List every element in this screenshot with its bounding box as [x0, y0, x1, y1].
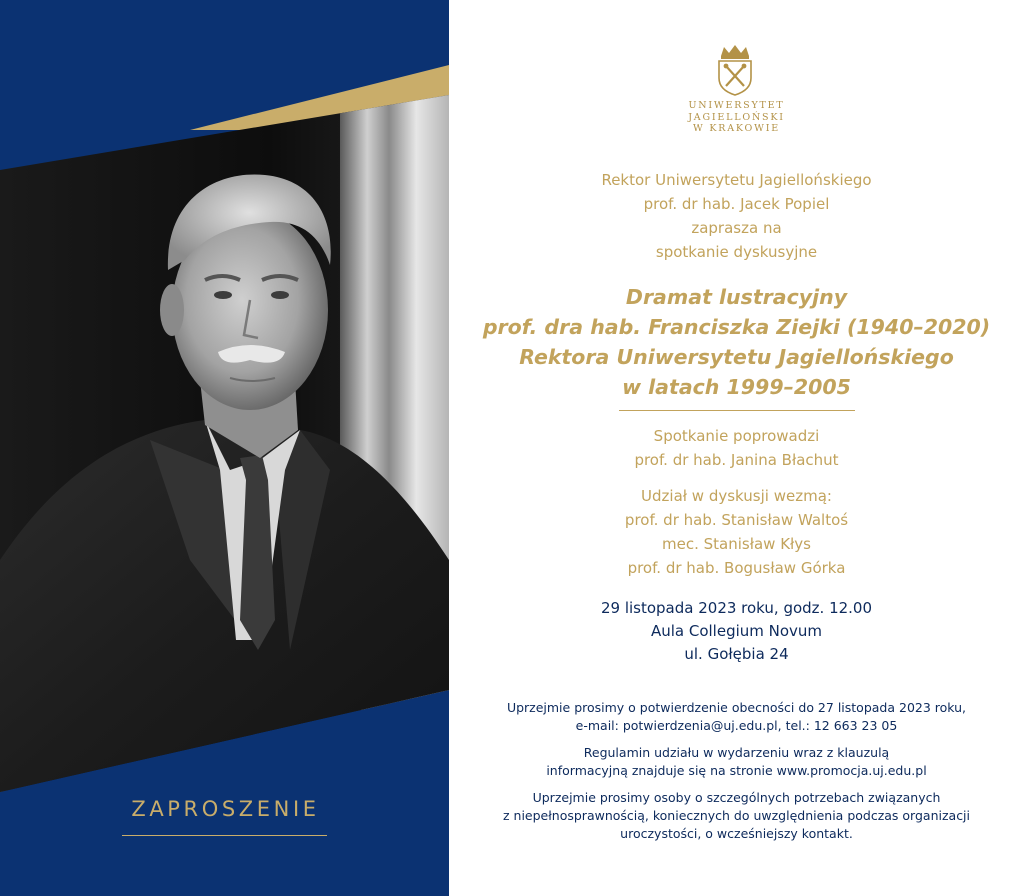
title-divider: [619, 410, 855, 411]
event-datetime: 29 listopada 2023 roku, godz. 12.00: [600, 599, 873, 617]
panelist-line: prof. dr hab. Stanisław Waltoś: [624, 511, 849, 529]
host-line: Rektor Uniwersytetu Jagiellońskiego: [601, 171, 872, 189]
event-title-line: w latach 1999–2005: [622, 375, 851, 399]
panelist-line: prof. dr hab. Bogusław Górka: [627, 559, 846, 577]
panelist-line: mec. Stanisław Kłys: [662, 535, 811, 553]
invitation-underline: [122, 835, 327, 836]
event-title-line: prof. dra hab. Franciszka Ziejki (1940–2020): [482, 315, 991, 339]
rules-line: informacyjną znajduje się na stronie www.promocja.uj.edu.pl: [546, 763, 927, 778]
host-line: spotkanie dyskusyjne: [655, 243, 818, 261]
event-address: ul. Gołębia 24: [684, 645, 789, 663]
moderator-line: Spotkanie poprowadzi: [653, 427, 820, 445]
accessibility-line: Uprzejmie prosimy osoby o szczególnych potrzebach związanych: [532, 790, 941, 805]
host-line: prof. dr hab. Jacek Popiel: [643, 195, 830, 213]
accessibility-line: z niepełnosprawnością, koniecznych do uwzględnienia podczas organizacji: [502, 808, 971, 823]
left-panel: [0, 0, 449, 896]
invitation-text-panel: [449, 0, 1024, 896]
event-venue: Aula Collegium Novum: [650, 622, 823, 640]
panelist-line: Udział w dyskusji wezmą:: [641, 487, 832, 505]
rules-line: Regulamin udziału w wydarzeniu wraz z klauzulą: [583, 745, 890, 760]
rsvp-line: Uprzejmie prosimy o potwierdzenie obecności do 27 listopada 2023 roku,: [506, 700, 967, 715]
university-name-line: JAGIELLOŃSKI: [688, 111, 785, 123]
event-title-line: Dramat lustracyjny: [625, 285, 848, 309]
rsvp-line: e-mail: potwierdzenia@uj.edu.pl, tel.: 12 663 23 05: [575, 718, 898, 733]
invitation-label: ZAPROSZENIE: [131, 797, 320, 821]
university-name-line: W KRAKOWIE: [693, 123, 780, 134]
crown-crossed-sceptres-crest-icon: [715, 44, 755, 96]
event-title-line: Rektora Uniwersytetu Jagiellońskiego: [519, 345, 954, 369]
accessibility-line: uroczystości, o wcześniejszy kontakt.: [620, 826, 853, 841]
host-line: zaprasza na: [691, 219, 782, 237]
portrait-photo: [0, 0, 449, 896]
moderator-line: prof. dr hab. Janina Błachut: [634, 451, 839, 469]
university-name-line: UNIWERSYTET: [688, 100, 785, 111]
